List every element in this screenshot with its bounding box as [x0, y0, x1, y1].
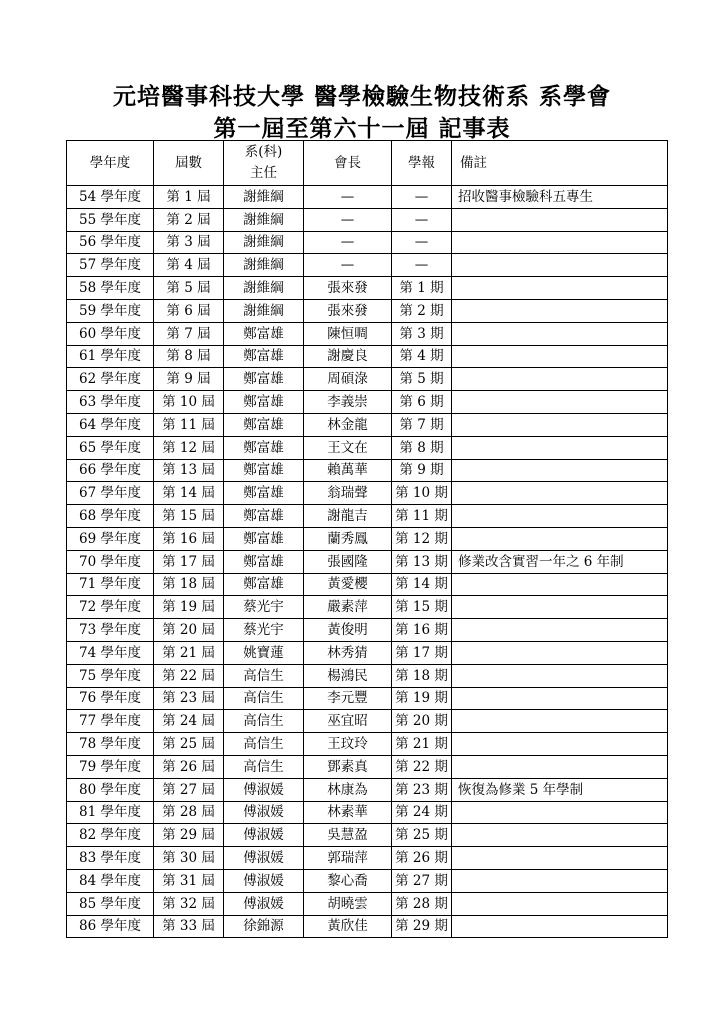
cell-year: 84 學年度: [67, 869, 154, 892]
cell-year: 64 學年度: [67, 413, 154, 436]
table-row: [67, 436, 668, 459]
header-bulletin: 學報: [392, 141, 452, 186]
cell-term: 第 19 屆: [154, 596, 224, 619]
table-row: [67, 550, 668, 573]
cell-president: 蘭秀鳳: [304, 527, 392, 550]
cell-note: [452, 755, 668, 778]
cell-director: 鄭富雄: [224, 391, 304, 414]
cell-note: [452, 664, 668, 687]
table-row: [67, 573, 668, 596]
cell-term: 第 7 屆: [154, 322, 224, 345]
cell-director: 鄭富雄: [224, 345, 304, 368]
cell-director: 鄭富雄: [224, 322, 304, 345]
table-row: [67, 641, 668, 664]
cell-year: 74 學年度: [67, 641, 154, 664]
cell-director: 謝維綱: [224, 254, 304, 277]
cell-note: [452, 847, 668, 870]
cell-director: 謝維綱: [224, 208, 304, 231]
cell-note: [452, 801, 668, 824]
document-subtitle: 第一屆至第六十一屆 記事表: [213, 115, 511, 142]
cell-president: 楊鴻民: [304, 664, 392, 687]
table-row: [67, 413, 668, 436]
cell-year: 76 學年度: [67, 687, 154, 710]
cell-year: 60 學年度: [67, 322, 154, 345]
cell-term: 第 23 屆: [154, 687, 224, 710]
cell-term: 第 2 屆: [154, 208, 224, 231]
table-row: [67, 801, 668, 824]
cell-term: 第 25 屆: [154, 733, 224, 756]
table-body: [67, 186, 668, 938]
cell-note: [452, 482, 668, 505]
cell-bulletin: 第 8 期: [392, 436, 452, 459]
cell-note: 招收醫事檢驗科五專生: [452, 186, 668, 209]
cell-president: 黃俊明: [304, 619, 392, 642]
cell-year: 70 學年度: [67, 550, 154, 573]
cell-president: 陳恒啁: [304, 322, 392, 345]
cell-bulletin: 第 26 期: [392, 847, 452, 870]
cell-note: [452, 641, 668, 664]
cell-term: 第 11 屆: [154, 413, 224, 436]
cell-term: 第 6 屆: [154, 299, 224, 322]
cell-director: 鄭富雄: [224, 413, 304, 436]
cell-director: 鄭富雄: [224, 505, 304, 528]
cell-president: 張來發: [304, 299, 392, 322]
cell-bulletin: 第 6 期: [392, 391, 452, 414]
cell-term: 第 22 屆: [154, 664, 224, 687]
cell-director: 鄭富雄: [224, 527, 304, 550]
cell-bulletin: 第 4 期: [392, 345, 452, 368]
cell-director: 高信生: [224, 733, 304, 756]
cell-year: 83 學年度: [67, 847, 154, 870]
cell-note: [452, 299, 668, 322]
cell-director: 傅淑媛: [224, 801, 304, 824]
cell-year: 86 學年度: [67, 915, 154, 938]
header-director-line2: 主任: [250, 165, 277, 181]
cell-president: 林金龍: [304, 413, 392, 436]
cell-president: 王文在: [304, 436, 392, 459]
cell-year: 77 學年度: [67, 710, 154, 733]
cell-president: 林秀猜: [304, 641, 392, 664]
cell-term: 第 21 屆: [154, 641, 224, 664]
cell-bulletin: 第 28 期: [392, 892, 452, 915]
table-row: [67, 710, 668, 733]
cell-term: 第 3 屆: [154, 231, 224, 254]
cell-bulletin: 第 12 期: [392, 527, 452, 550]
cell-president: 黃欣佳: [304, 915, 392, 938]
cell-president: 謝龍吉: [304, 505, 392, 528]
cell-year: 75 學年度: [67, 664, 154, 687]
cell-bulletin: 第 10 期: [392, 482, 452, 505]
records-table: [66, 140, 668, 938]
cell-bulletin: 第 7 期: [392, 413, 452, 436]
cell-director: 蔡光宇: [224, 619, 304, 642]
cell-president: —: [304, 254, 392, 277]
header-director: [224, 141, 304, 186]
header-term: 屆數: [154, 141, 224, 186]
table-row: [67, 482, 668, 505]
cell-director: 鄭富雄: [224, 436, 304, 459]
table-row: [67, 391, 668, 414]
cell-term: 第 14 屆: [154, 482, 224, 505]
cell-note: 恢復為修業 5 年學制: [452, 778, 668, 801]
cell-director: 高信生: [224, 755, 304, 778]
table-row: [67, 915, 668, 938]
cell-term: 第 33 屆: [154, 915, 224, 938]
cell-note: [452, 527, 668, 550]
cell-president: —: [304, 208, 392, 231]
cell-year: 78 學年度: [67, 733, 154, 756]
cell-year: 81 學年度: [67, 801, 154, 824]
header-president: 會長: [304, 141, 392, 186]
cell-director: 謝維綱: [224, 299, 304, 322]
cell-year: 55 學年度: [67, 208, 154, 231]
cell-bulletin: 第 2 期: [392, 299, 452, 322]
cell-bulletin: —: [392, 186, 452, 209]
table-row: [67, 527, 668, 550]
cell-term: 第 13 屆: [154, 459, 224, 482]
table-row: [67, 869, 668, 892]
cell-year: 72 學年度: [67, 596, 154, 619]
cell-president: —: [304, 231, 392, 254]
cell-bulletin: 第 1 期: [392, 277, 452, 300]
table-row: [67, 755, 668, 778]
cell-bulletin: 第 19 期: [392, 687, 452, 710]
cell-president: 翁瑞聲: [304, 482, 392, 505]
cell-bulletin: 第 3 期: [392, 322, 452, 345]
header-director-line1: 系(科): [244, 144, 283, 160]
cell-president: 李義崇: [304, 391, 392, 414]
cell-term: 第 30 屆: [154, 847, 224, 870]
cell-note: [452, 915, 668, 938]
cell-term: 第 9 屆: [154, 368, 224, 391]
cell-president: 林康為: [304, 778, 392, 801]
cell-bulletin: 第 20 期: [392, 710, 452, 733]
cell-year: 71 學年度: [67, 573, 154, 596]
cell-year: 69 學年度: [67, 527, 154, 550]
cell-bulletin: 第 14 期: [392, 573, 452, 596]
cell-term: 第 18 屆: [154, 573, 224, 596]
cell-term: 第 1 屆: [154, 186, 224, 209]
table-row: [67, 505, 668, 528]
cell-note: [452, 733, 668, 756]
cell-note: [452, 208, 668, 231]
cell-note: [452, 505, 668, 528]
cell-note: 修業改含實習一年之 6 年制: [452, 550, 668, 573]
cell-president: 巫宜昭: [304, 710, 392, 733]
cell-term: 第 29 屆: [154, 824, 224, 847]
cell-term: 第 12 屆: [154, 436, 224, 459]
cell-note: [452, 687, 668, 710]
table-row: [67, 368, 668, 391]
cell-director: 謝維綱: [224, 277, 304, 300]
cell-year: 73 學年度: [67, 619, 154, 642]
cell-bulletin: 第 27 期: [392, 869, 452, 892]
cell-bulletin: 第 15 期: [392, 596, 452, 619]
cell-note: [452, 892, 668, 915]
cell-president: 黃愛櫻: [304, 573, 392, 596]
cell-year: 58 學年度: [67, 277, 154, 300]
header-note: 備註: [452, 141, 668, 186]
cell-bulletin: 第 17 期: [392, 641, 452, 664]
table-row: [67, 322, 668, 345]
cell-year: 65 學年度: [67, 436, 154, 459]
cell-director: 謝維綱: [224, 231, 304, 254]
cell-bulletin: 第 16 期: [392, 619, 452, 642]
table-row: [67, 847, 668, 870]
table-row: [67, 619, 668, 642]
table-row: [67, 277, 668, 300]
cell-note: [452, 459, 668, 482]
cell-bulletin: 第 21 期: [392, 733, 452, 756]
table-header: [67, 141, 668, 186]
table-row: [67, 345, 668, 368]
cell-note: [452, 710, 668, 733]
cell-term: 第 8 屆: [154, 345, 224, 368]
cell-year: 62 學年度: [67, 368, 154, 391]
cell-president: 王玟玲: [304, 733, 392, 756]
cell-director: 鄭富雄: [224, 459, 304, 482]
table-row: [67, 664, 668, 687]
table-row: [67, 824, 668, 847]
cell-director: 姚寶蓮: [224, 641, 304, 664]
table-row: [67, 892, 668, 915]
table-row: [67, 778, 668, 801]
cell-bulletin: 第 13 期: [392, 550, 452, 573]
cell-director: 鄭富雄: [224, 368, 304, 391]
cell-director: 高信生: [224, 687, 304, 710]
cell-year: 57 學年度: [67, 254, 154, 277]
cell-note: [452, 596, 668, 619]
cell-president: 林素華: [304, 801, 392, 824]
cell-term: 第 31 屆: [154, 869, 224, 892]
cell-president: 周碩淥: [304, 368, 392, 391]
cell-president: 張來發: [304, 277, 392, 300]
cell-term: 第 5 屆: [154, 277, 224, 300]
cell-note: [452, 391, 668, 414]
cell-president: 張國隆: [304, 550, 392, 573]
cell-director: 傅淑媛: [224, 824, 304, 847]
cell-note: [452, 619, 668, 642]
cell-president: 謝慶良: [304, 345, 392, 368]
table-row: [67, 186, 668, 209]
cell-year: 59 學年度: [67, 299, 154, 322]
cell-year: 82 學年度: [67, 824, 154, 847]
cell-term: 第 10 屆: [154, 391, 224, 414]
table-row: [67, 254, 668, 277]
cell-year: 67 學年度: [67, 482, 154, 505]
cell-year: 54 學年度: [67, 186, 154, 209]
cell-bulletin: —: [392, 254, 452, 277]
cell-year: 63 學年度: [67, 391, 154, 414]
cell-note: [452, 254, 668, 277]
cell-director: 傅淑媛: [224, 778, 304, 801]
header-row: [67, 141, 668, 186]
cell-president: 郭瑞萍: [304, 847, 392, 870]
cell-director: 鄭富雄: [224, 550, 304, 573]
table-row: [67, 299, 668, 322]
cell-director: 鄭富雄: [224, 482, 304, 505]
cell-note: [452, 231, 668, 254]
document-title: 元培醫事科技大學 醫學檢驗生物技術系 系學會: [112, 83, 611, 110]
cell-bulletin: 第 25 期: [392, 824, 452, 847]
cell-bulletin: —: [392, 231, 452, 254]
cell-term: 第 15 屆: [154, 505, 224, 528]
cell-term: 第 26 屆: [154, 755, 224, 778]
cell-term: 第 20 屆: [154, 619, 224, 642]
cell-note: [452, 869, 668, 892]
cell-term: 第 32 屆: [154, 892, 224, 915]
table-row: [67, 459, 668, 482]
cell-director: 高信生: [224, 664, 304, 687]
table-row: [67, 733, 668, 756]
cell-note: [452, 824, 668, 847]
header-year: 學年度: [67, 141, 154, 186]
cell-term: 第 4 屆: [154, 254, 224, 277]
cell-note: [452, 413, 668, 436]
table-row: [67, 231, 668, 254]
cell-bulletin: 第 9 期: [392, 459, 452, 482]
cell-year: 66 學年度: [67, 459, 154, 482]
cell-note: [452, 322, 668, 345]
cell-term: 第 16 屆: [154, 527, 224, 550]
cell-president: 嚴素萍: [304, 596, 392, 619]
cell-director: 徐錦源: [224, 915, 304, 938]
cell-year: 79 學年度: [67, 755, 154, 778]
cell-director: 謝維綱: [224, 186, 304, 209]
cell-director: 傅淑媛: [224, 847, 304, 870]
cell-president: 黎心喬: [304, 869, 392, 892]
cell-year: 68 學年度: [67, 505, 154, 528]
cell-president: 賴萬華: [304, 459, 392, 482]
cell-bulletin: 第 23 期: [392, 778, 452, 801]
table-row: [67, 687, 668, 710]
cell-bulletin: 第 29 期: [392, 915, 452, 938]
cell-term: 第 28 屆: [154, 801, 224, 824]
cell-president: 胡曉雲: [304, 892, 392, 915]
cell-bulletin: 第 24 期: [392, 801, 452, 824]
cell-year: 61 學年度: [67, 345, 154, 368]
cell-bulletin: —: [392, 208, 452, 231]
cell-director: 傅淑媛: [224, 892, 304, 915]
cell-director: 傅淑媛: [224, 869, 304, 892]
cell-note: [452, 368, 668, 391]
cell-note: [452, 573, 668, 596]
table-row: [67, 596, 668, 619]
table-row: [67, 208, 668, 231]
cell-note: [452, 436, 668, 459]
cell-director: 高信生: [224, 710, 304, 733]
cell-term: 第 17 屆: [154, 550, 224, 573]
cell-year: 56 學年度: [67, 231, 154, 254]
cell-director: 蔡光宇: [224, 596, 304, 619]
cell-note: [452, 345, 668, 368]
cell-director: 鄭富雄: [224, 573, 304, 596]
cell-term: 第 27 屆: [154, 778, 224, 801]
cell-bulletin: 第 18 期: [392, 664, 452, 687]
cell-president: 李元豐: [304, 687, 392, 710]
cell-bulletin: 第 22 期: [392, 755, 452, 778]
cell-president: 鄧素真: [304, 755, 392, 778]
cell-president: —: [304, 186, 392, 209]
cell-bulletin: 第 5 期: [392, 368, 452, 391]
cell-term: 第 24 屆: [154, 710, 224, 733]
cell-year: 80 學年度: [67, 778, 154, 801]
cell-president: 吳慧盈: [304, 824, 392, 847]
cell-bulletin: 第 11 期: [392, 505, 452, 528]
cell-note: [452, 277, 668, 300]
cell-year: 85 學年度: [67, 892, 154, 915]
